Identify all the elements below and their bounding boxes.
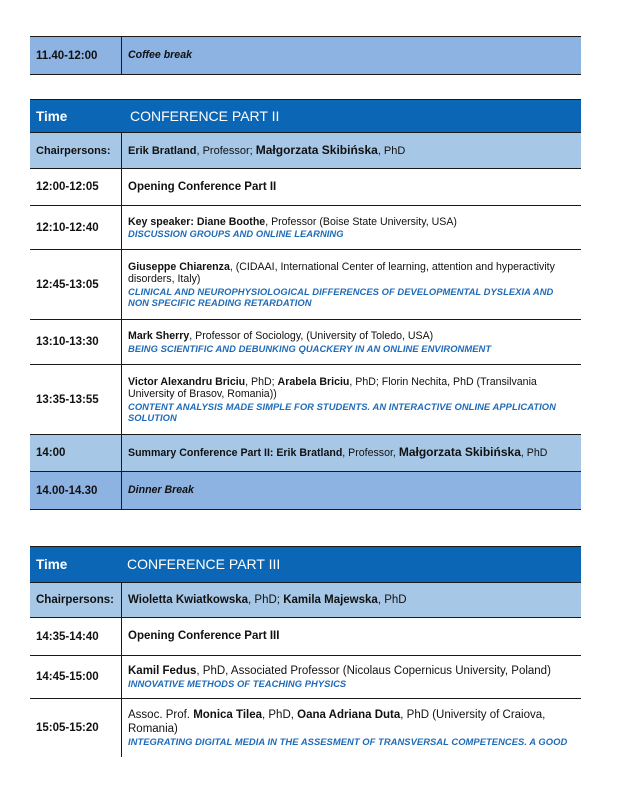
summary-rest: , PhD <box>520 447 548 460</box>
speaker-title: Assoc. Prof. <box>128 709 194 721</box>
part3-chair-1: Wioletta Kwiatkowska <box>128 593 249 606</box>
part2-dinner-time: 14.00-14.30 <box>30 472 122 510</box>
table-row <box>30 250 581 320</box>
part3-chair-label: Chairpersons: <box>30 583 122 618</box>
speaker-affiliation: , PhD (University of Craiova, Romania) <box>128 709 546 735</box>
speaker-name: Mark Sherry <box>128 330 190 342</box>
coffee-break-table <box>30 36 581 75</box>
coffee-break-time: 11.40-12:00 <box>30 37 122 75</box>
table-row <box>30 320 581 365</box>
part2-summary-text <box>122 435 582 472</box>
part2-chair-1: Erik Bratland <box>128 144 197 157</box>
coffee-break-text <box>122 37 582 75</box>
part3-chair-2: Kamila Majewska <box>283 593 378 606</box>
table-row <box>30 656 581 699</box>
table-row <box>30 206 581 250</box>
speaker-affiliation: , Professor (Boise State University, USA) <box>265 215 457 228</box>
session-time: 13:10-13:30 <box>30 320 122 365</box>
part2-chair-1-rest: , Professor; <box>196 144 256 157</box>
session-time: 15:05-15:20 <box>30 699 122 757</box>
part3-opening-text <box>122 618 582 656</box>
part2-chair-2: Małgorzata Skibińska <box>255 142 378 157</box>
speaker-name: Giuseppe Chiarenza <box>128 260 230 273</box>
speaker-affiliation: , Professor of Sociology, (University of Toledo, USA) <box>189 330 434 342</box>
dinner-break-label: Dinner Break <box>128 484 194 497</box>
session-details <box>122 656 582 699</box>
session-time: 13:35-13:55 <box>30 365 122 435</box>
speaker-name-2: Oana Adriana Duta <box>297 709 401 721</box>
part2-chair-2-rest: , PhD <box>377 144 406 157</box>
part3-chair-2-rest: , PhD <box>377 593 407 606</box>
coffee-break-label: Coffee break <box>128 49 192 62</box>
part2-header-time: Time <box>30 100 122 133</box>
part2-chair-row <box>30 133 581 169</box>
talk-title: DISCUSSION GROUPS AND ONLINE LEARNING <box>128 228 344 239</box>
talk-title: INNOVATIVE METHODS OF TEACHING PHYSICS <box>128 677 347 689</box>
session-details <box>122 365 582 435</box>
part2-opening-time: 12:00-12:05 <box>30 169 122 206</box>
part2-summary-row <box>30 435 581 472</box>
speaker-name-2: Arabela Briciu <box>277 375 350 388</box>
session-prefix: Key speaker: <box>128 215 197 228</box>
part3-header-row <box>30 547 581 583</box>
table-row <box>30 365 581 435</box>
session-time: 12:10-12:40 <box>30 206 122 250</box>
part3-header-time: Time <box>30 547 122 583</box>
part2-chair-names <box>122 133 582 169</box>
speaker-name: Kamil Fedus <box>128 665 197 677</box>
part3-chair-row <box>30 583 581 618</box>
speaker-name: Monica Tilea <box>193 709 262 721</box>
conference-part-3-table <box>30 546 581 757</box>
speaker-affiliation: , PhD, Associated Professor (Nicolaus Copernicus University, Poland) <box>196 665 551 677</box>
part2-opening-row <box>30 169 581 206</box>
session-time: 12:45-13:05 <box>30 250 122 320</box>
part2-chair-label: Chairpersons: <box>30 133 122 169</box>
speaker-name: Diane Boothe <box>196 215 266 228</box>
part3-opening-row <box>30 618 581 656</box>
part2-summary-time: 14:00 <box>30 435 122 472</box>
session-details <box>122 699 582 757</box>
speaker-affiliation: , PhD; Florin Nechita, PhD (Transilvania University of Brasov, Romania)) <box>128 375 537 400</box>
speaker-affiliation: , (CIDAAI, International Center of learning, attention and hyperactivity disorders, Italy) <box>128 260 555 285</box>
part3-chair-1-rest: , PhD; <box>248 593 284 606</box>
part3-header-title: CONFERENCE PART III <box>122 547 582 583</box>
part2-dinner-text <box>122 472 582 510</box>
speaker-name: Victor Alexandru Briciu <box>128 375 246 388</box>
talk-title: INTEGRATING DIGITAL MEDIA IN THE ASSESMENT OF TRANSVERSAL COMPETENCES. A GOOD <box>128 736 568 747</box>
part3-opening-label: Opening Conference Part III <box>128 630 280 643</box>
part3-chair-names <box>122 583 582 618</box>
part2-dinner-row <box>30 472 581 510</box>
talk-title: CONTENT ANALYSIS MADE SIMPLE FOR STUDENTS. AN INTERACTIVE ONLINE APPLICATION SOLUTION <box>128 400 556 423</box>
part2-header-title: CONFERENCE PART II <box>122 100 582 133</box>
part2-opening-label: Opening Conference Part II <box>128 180 277 193</box>
table-row <box>30 699 581 757</box>
session-time: 14:45-15:00 <box>30 656 122 699</box>
conference-part-2-table <box>30 99 581 510</box>
summary-name-2: Małgorzata Skibińska <box>398 445 521 460</box>
speaker-separator: , PhD, <box>262 709 298 721</box>
session-details <box>122 250 582 320</box>
talk-title: CLINICAL AND NEUROPHYSIOLOGICAL DIFFERENCES OF DEVELOPMENTAL DYSLEXIA AND NON SPECIFIC READING RETARDATION <box>128 285 554 308</box>
coffee-break-row <box>30 37 581 75</box>
session-details <box>122 206 582 250</box>
part2-header-row <box>30 100 581 133</box>
speaker-separator: , PhD; <box>245 375 278 388</box>
summary-prefix: Summary Conference Part II: Erik Bratland <box>128 447 343 460</box>
part3-opening-time: 14:35-14:40 <box>30 618 122 656</box>
session-details <box>122 320 582 365</box>
talk-title: BEING SCIENTIFIC AND DEBUNKING QUACKERY IN AN ONLINE ENVIRONMENT <box>128 342 492 354</box>
part2-opening-text <box>122 169 582 206</box>
summary-mid: , Professor, <box>342 447 399 460</box>
